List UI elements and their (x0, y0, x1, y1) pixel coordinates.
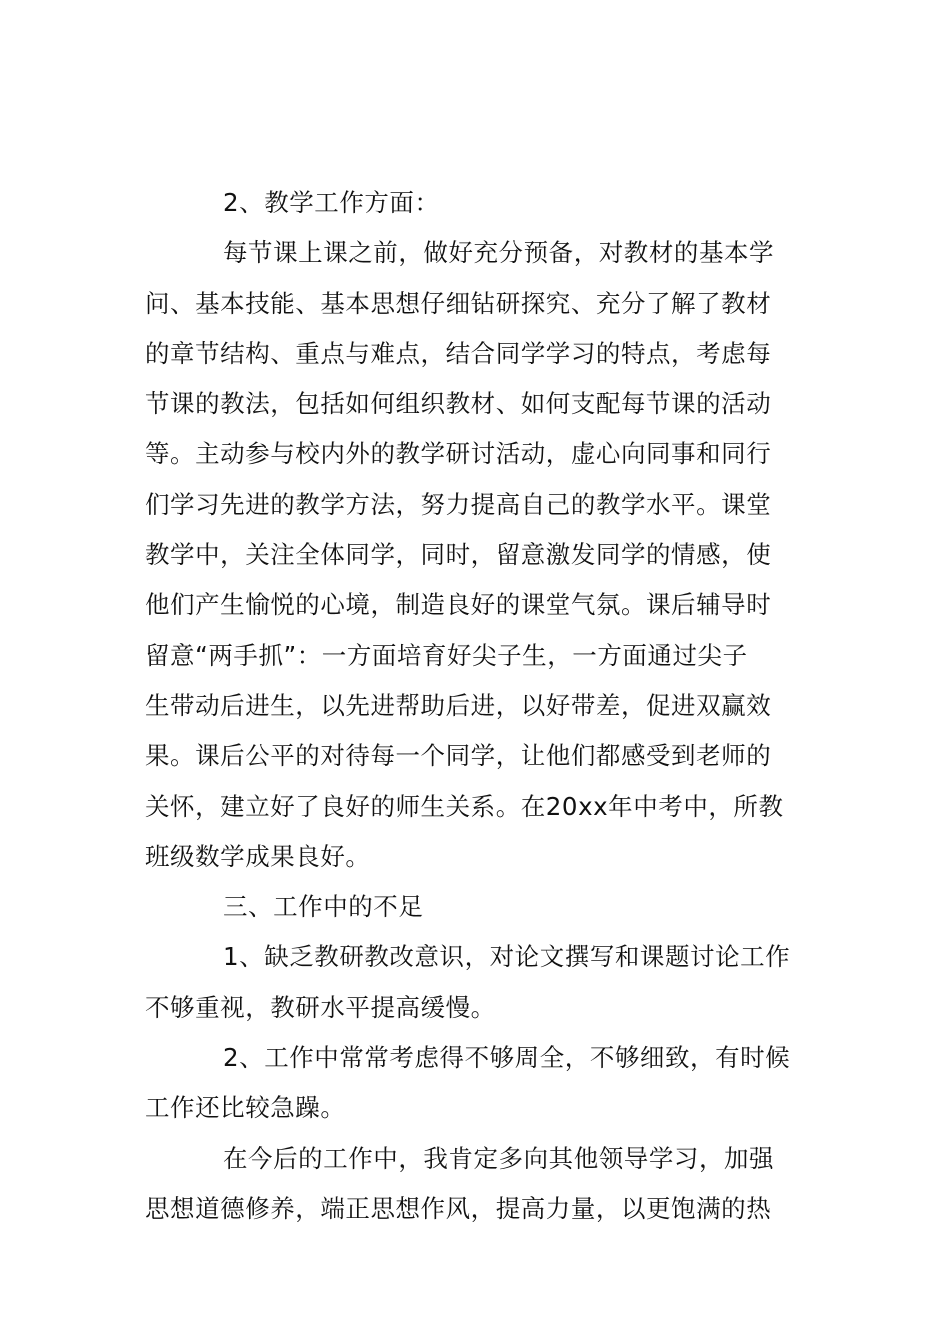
shortcomings-heading (145, 882, 809, 932)
paragraph-line: 他们产生愉悦的心境，制造良好的课堂气氛。课后辅导时 (145, 590, 772, 620)
teaching-heading (145, 178, 809, 228)
paragraph-line: 思想道德修养，端正思想作风，提高力量，以更饱满的热 (145, 1193, 772, 1223)
paragraph-line: 关怀，建立好了良好的师生关系。在20xx年中考中，所教 (145, 791, 784, 821)
paragraph-line: 教学中，关注全体同学，同时，留意激发同学的情感，使 (145, 540, 772, 570)
section-heading: 三、工作中的不足 (223, 892, 424, 922)
paragraph-line: 等。主动参与校内外的教学研讨活动，虚心向同事和同行 (145, 439, 772, 469)
paragraph-line: 1、缺乏教研教改意识，对论文撰写和课题讨论工作 (223, 942, 791, 972)
paragraph-line: 的章节结构、重点与难点，结合同学学习的特点，考虑每 (145, 338, 772, 368)
paragraph-line: 工作还比较急躁。 (145, 1093, 346, 1123)
paragraph-line: 果。课后公平的对待每一个同学，让他们都感受到老师的 (145, 741, 772, 771)
paragraph-line: 班级数学成果良好。 (145, 841, 371, 871)
paragraph-line: 们学习先进的教学方法，努力提高自己的教学水平。课堂 (145, 489, 772, 519)
paragraph-line: 每节课上课之前，做好充分预备，对教材的基本学 (223, 238, 775, 268)
teaching-paragraph (145, 228, 809, 882)
future-plan-paragraph (145, 1134, 809, 1235)
shortcoming-item-2 (145, 1033, 809, 1134)
paragraph-line: 不够重视，教研水平提高缓慢。 (145, 992, 496, 1022)
shortcoming-item-1 (145, 932, 809, 1033)
paragraph-line: 在今后的工作中，我肯定多向其他领导学习，加强 (223, 1143, 775, 1173)
paragraph-line: 2、教学工作方面： (223, 188, 440, 217)
paragraph-line: 节课的教法，包括如何组织教材、如何支配每节课的活动 (145, 389, 772, 419)
paragraph-line: 问、基本技能、基本思想仔细钻研探究、充分了解了教材 (145, 288, 772, 318)
paragraph-line: 留意“两手抓”：一方面培育好尖子生，一方面通过尖子 (145, 640, 748, 670)
paragraph-line: 生带动后进生，以先进帮助后进，以好带差，促进双赢效 (145, 690, 772, 720)
document-body (145, 178, 809, 1234)
paragraph-line: 2、工作中常常考虑得不够周全，不够细致，有时候 (223, 1043, 791, 1073)
